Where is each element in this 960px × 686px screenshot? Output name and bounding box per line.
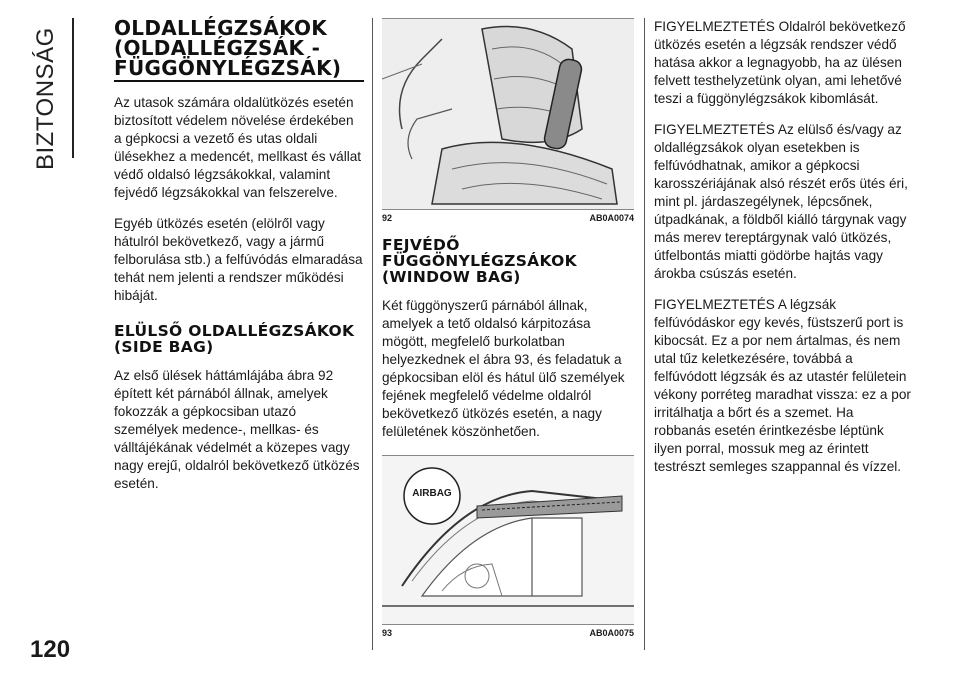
figure-code: AB0A0075 bbox=[589, 628, 634, 638]
column-divider bbox=[372, 18, 373, 650]
paragraph: Az első ülések háttámlájába ábra 92 épített két párnából állnak, amelyek fokozzák a gépkocsiban utazó személyek medence-, mellkas- és válltájékának védelmét a közepes vagy nagy erejű, oldalról bekövetkező ütközés esetén. bbox=[114, 368, 360, 491]
figure-caption bbox=[382, 213, 634, 223]
airbag-label: AIRBAG bbox=[412, 488, 452, 499]
section-divider bbox=[72, 18, 74, 158]
warning-paragraph: FIGYELMEZTETÉS Oldalról bekövetkező ütközés esetén a légzsák rendszer védő hatása akkor a legnagyobb, ha az ülésen felvett testhelyzetünk olyan, ami lehetővé teszi a függönylégzsákok kibomlását. bbox=[654, 19, 906, 106]
paragraph: Két függönyszerű párnából állnak, amelyek a tető oldalsó kárpitozása mögött, megfelelő burkolatban helyezkednek el ábra 93, és feladatuk a gépkocsiban elöl és hátul ülő személyek fejének megfelelő védelme oldalról bekövetkező ütközés esetén, a nagy felületének köszönhetően. bbox=[382, 298, 625, 439]
sub-heading: ELÜLSŐ OLDALLÉGZSÁKOK (SIDE BAG) bbox=[114, 322, 355, 356]
sub-heading: FEJVÉDŐ FÜGGÖNYLÉGZSÁKOK (WINDOW BAG) bbox=[382, 236, 577, 286]
page-number: 120 bbox=[30, 636, 71, 663]
section-title: BIZTONSÁG bbox=[32, 27, 59, 170]
middle-column bbox=[382, 18, 634, 652]
figure-caption bbox=[382, 628, 634, 638]
right-column bbox=[654, 18, 912, 489]
warning-paragraph: FIGYELMEZTETÉS Az elülső és/vagy az oldallégzsákok olyan esetekben is felfúvódhatnak, amikor a gépkocsi karosszériájának alsó részét erős ütés éri, mint pl. járdaszegélynek, lépcsőnek, útpadkának, a földből kiálló tárgynak vagy más merev tereptárgynak való ütközés, útfelbontás miatti gödörbe hajtás vagy árokba csúszás esetén. bbox=[654, 122, 908, 281]
main-heading: OLDALLÉGZSÁKOK (OLDALLÉGZSÁK - FÜGGÖNYLÉGZSÁK) bbox=[114, 18, 364, 82]
figure-code: AB0A0074 bbox=[589, 213, 634, 223]
section-label bbox=[30, 20, 60, 170]
paragraph: Egyéb ütközés esetén (elölről vagy hátulról bekövetkező, vagy a jármű felborulása stb.) a felfúvódás elmaradása tehát nem jelenti a rendszer működési hibáját. bbox=[114, 216, 363, 303]
left-column bbox=[114, 18, 364, 506]
figure-seat-sidebag bbox=[382, 18, 634, 210]
car-illustration bbox=[382, 456, 634, 624]
figure-number: 92 bbox=[382, 213, 393, 223]
seat-illustration bbox=[382, 19, 634, 209]
figure-window-bag bbox=[382, 455, 634, 625]
warning-paragraph: FIGYELMEZTETÉS A légzsák felfúvódáskor egy kevés, füstszerű port is kibocsát. Ez a por nem ártalmas, és nem utal tűz keletkezésére, továbbá a felfúvódott légzsák és az utastér felületein vékony porréteg maradhat vissza: ez a por irritálhatja a bőrt és a szemet. Ha robbanás esetén érintkezésbe léptünk ilyen porral, mossuk meg az érintett testrészt semleges szappannal és vízzel. bbox=[654, 297, 911, 474]
figure-number: 93 bbox=[382, 628, 393, 638]
paragraph: Az utasok számára oldalütközés esetén biztosított védelem növelése érdekében a gépkocsi a vezető és utas oldali ülésekhez a medencét, mellkast és vállat védő oldalsó légzsákokkal, valamint fejvédő légzsákokkal van felszerelve. bbox=[114, 95, 362, 200]
column-divider bbox=[644, 18, 645, 650]
